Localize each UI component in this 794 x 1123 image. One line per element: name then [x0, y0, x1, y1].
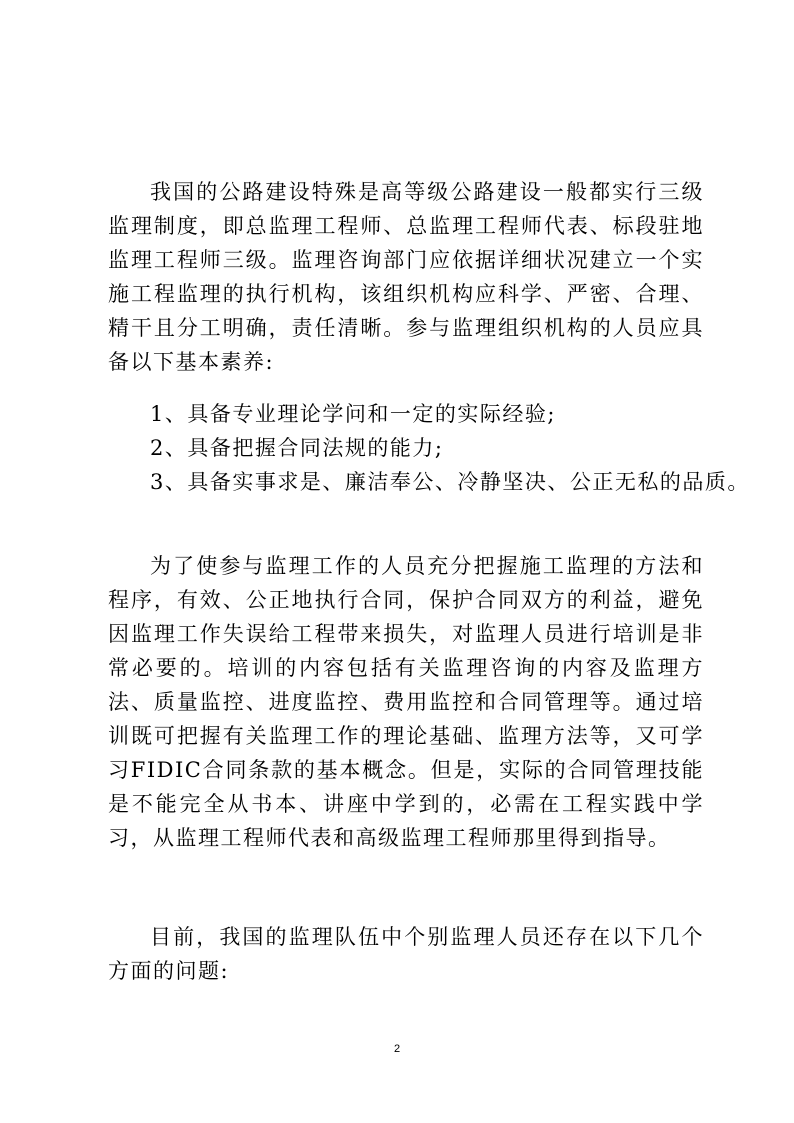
requirements-list: [108, 397, 750, 499]
paragraph-supervision-system: 我国的公路建设特殊是高等级公路建设一般都实行三级监理制度，即总监理工程师、总监理工程师代表、标段驻地监理工程师三级。监理咨询部门应依据详细状况建立一个实施工程监理的执行机构，该组织机构应科学、严密、合理、精干且分工明确，责任清晰。参与监理组织机构的人员应具备以下基本素养:: [108, 180, 704, 374]
paragraph-training: 为了使参与监理工作的人员充分把握施工监理的方法和程序，有效、公正地执行合同，保护合同双方的利益，避免因监理工作失误给工程带来损失，对监理人员进行培训是非常必要的。培训的内容包括有关监理咨询的内容及监理方法、质量监控、进度监控、费用监控和合同管理等。通过培训既可把握有关监理工作的理论基础、监理方法等，又可学习FIDIC合同条款的基本概念。但是，实际的合同管理技能是不能完全从书本、讲座中学到的，必需在工程实践中学习，从监理工程师代表和高级监理工程师那里得到指导。: [108, 554, 704, 850]
list-item: 1、具备专业理论学问和一定的实际经验;: [150, 402, 556, 426]
list-item: 2、具备把握合同法规的能力;: [150, 436, 444, 460]
list-item: 3、具备实事求是、廉洁奉公、冷静坚决、公正无私的品质。: [150, 470, 750, 494]
paragraph-problems: 目前，我国的监理队伍中个别监理人员还存在以下几个方面的问题:: [108, 925, 704, 983]
page-number: 2: [393, 1043, 401, 1055]
